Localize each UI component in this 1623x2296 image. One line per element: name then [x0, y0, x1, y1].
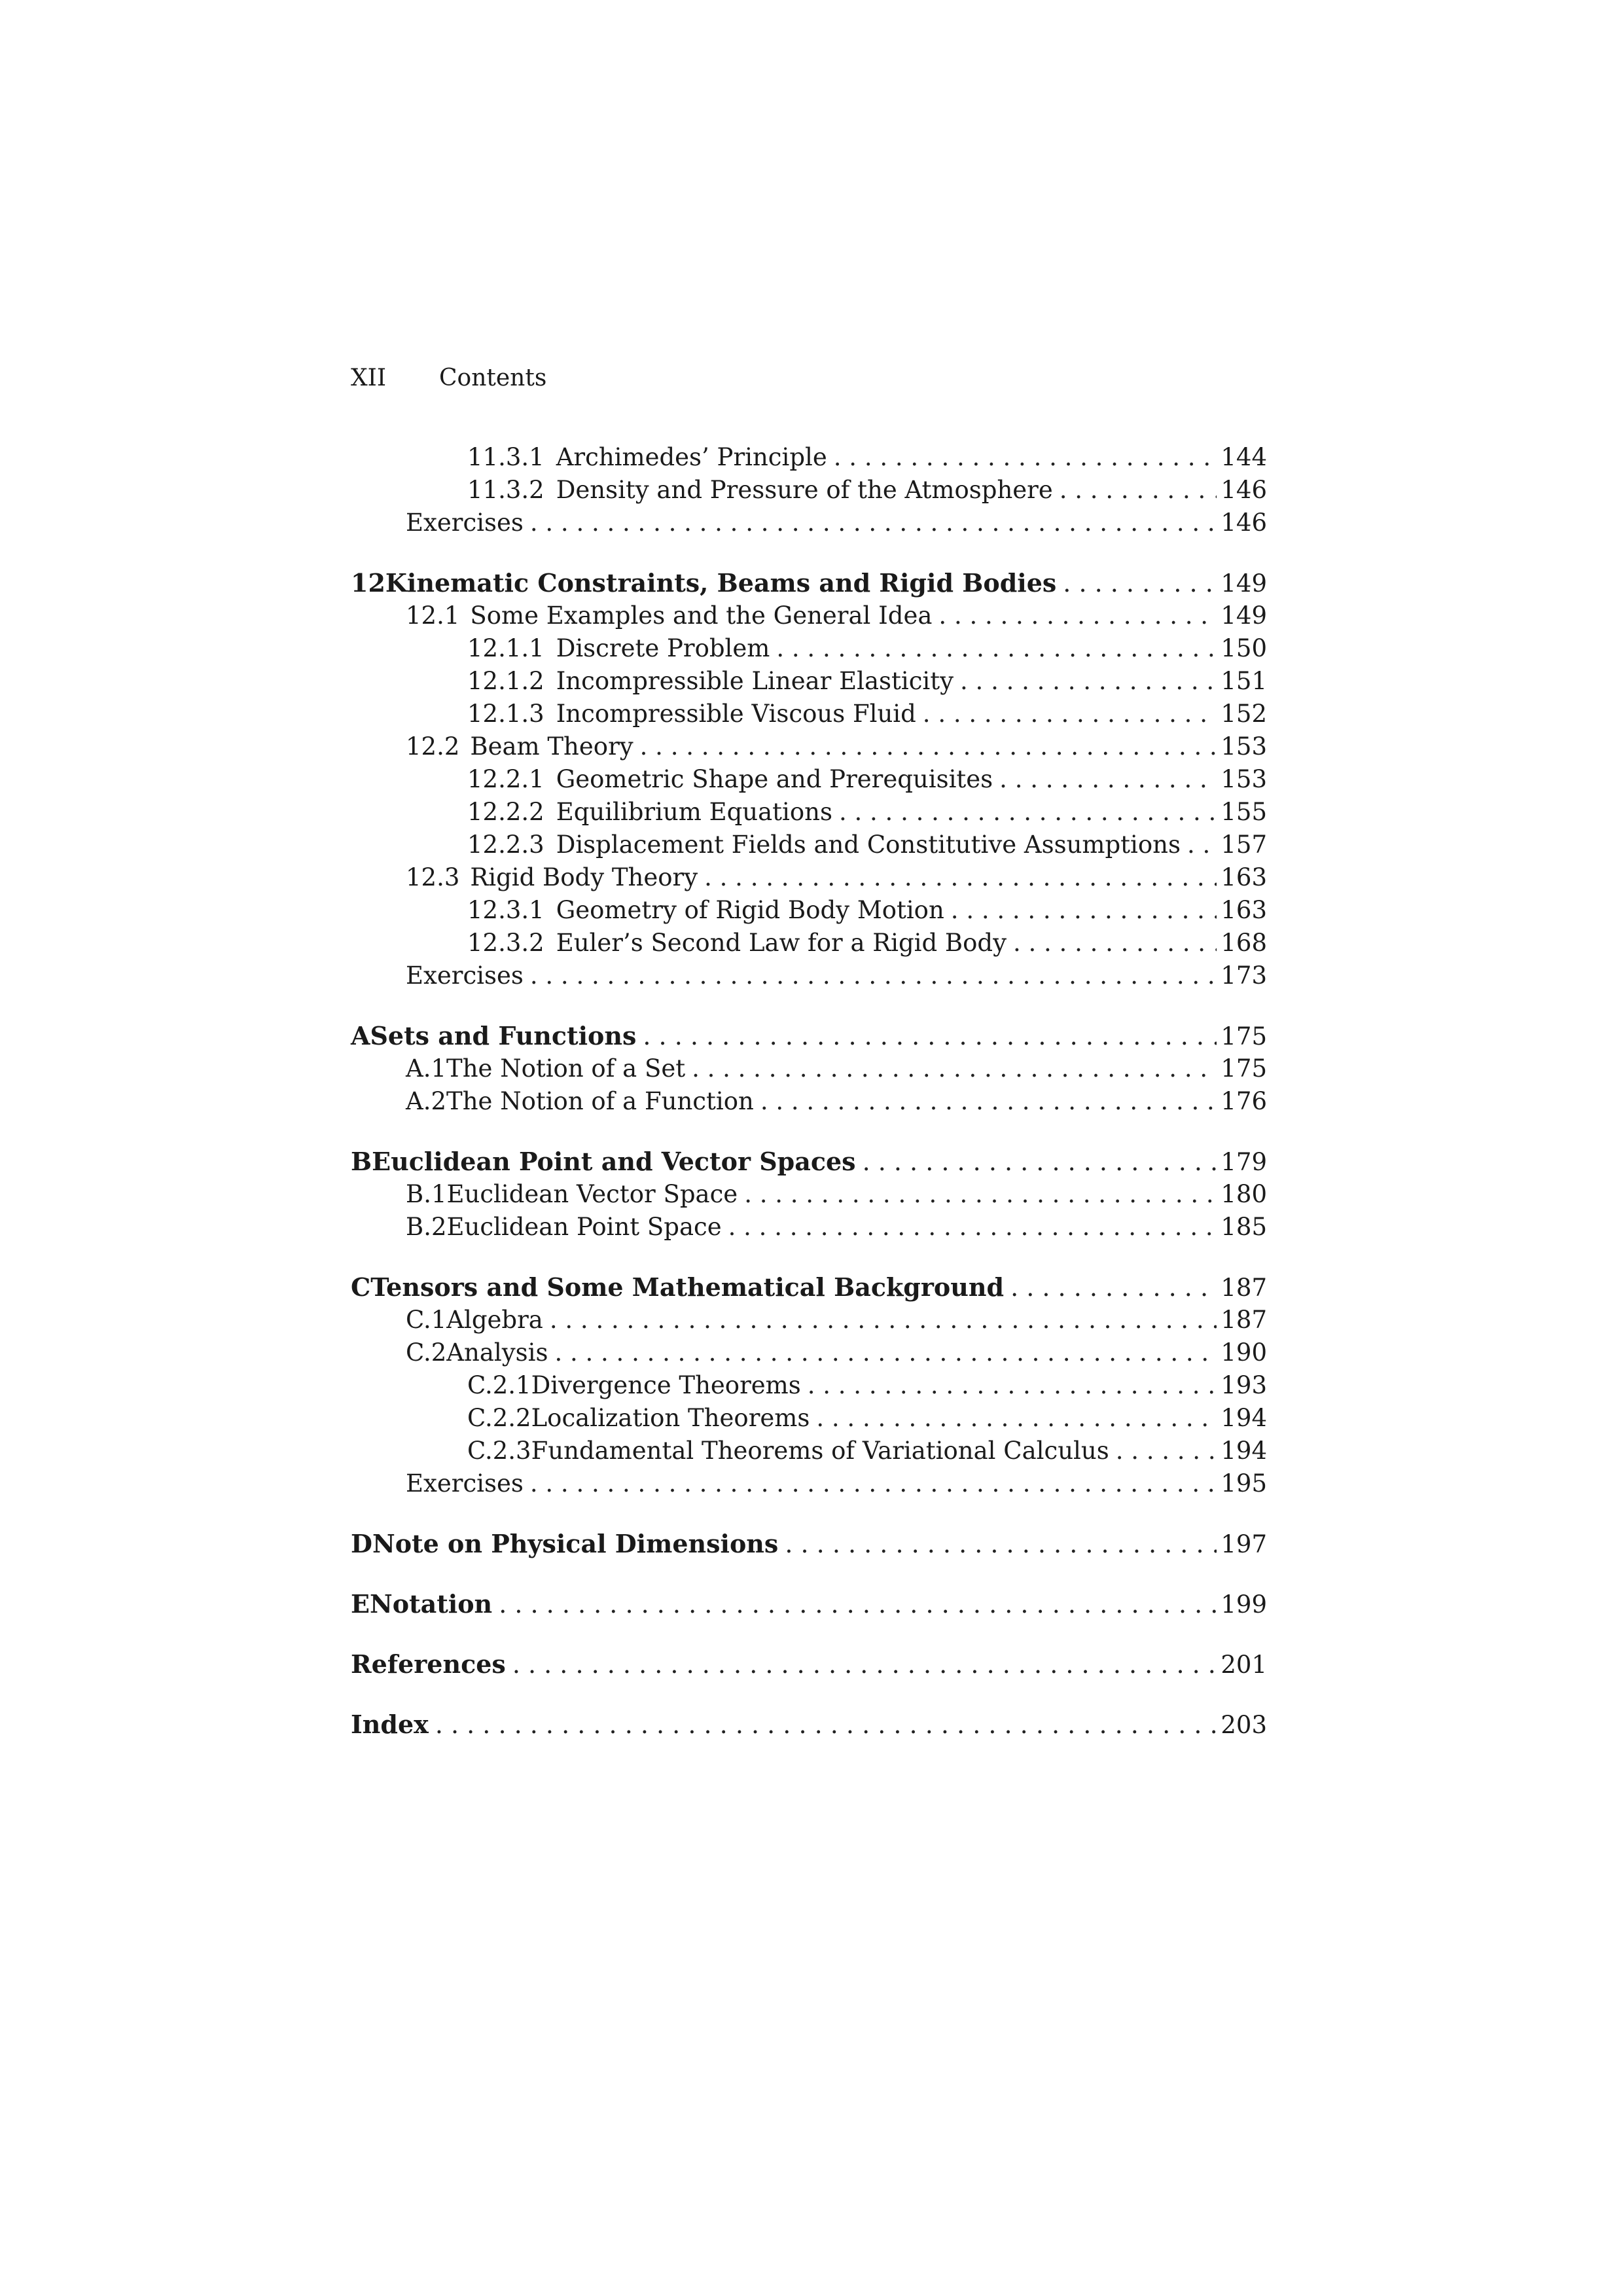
toc-entry-title: Archimedes’ Principle — [556, 443, 827, 471]
toc-entry-page-number: 199 — [1221, 1590, 1267, 1619]
toc-entry-number: 12.3.1 — [467, 896, 544, 924]
dot-leader — [960, 665, 1217, 698]
dot-leader — [640, 730, 1217, 763]
toc-entry-title: Euclidean Vector Space — [446, 1180, 738, 1208]
toc-entry-page-number: 190 — [1221, 1338, 1267, 1367]
toc-entry-title: Rigid Body Theory — [470, 863, 698, 891]
toc-entry-page-number: 185 — [1221, 1213, 1267, 1241]
toc-entry-page-number: 152 — [1221, 700, 1267, 728]
toc-entry[interactable] — [351, 632, 1267, 665]
toc-entry-title: Euler’s Second Law for a Rigid Body — [556, 929, 1007, 957]
toc-entry-title: Discrete Problem — [556, 634, 770, 662]
dot-leader — [808, 1369, 1217, 1402]
toc-entry-page-number: 176 — [1221, 1087, 1267, 1115]
dot-leader — [512, 1648, 1217, 1681]
toc-entry[interactable] — [351, 1708, 1267, 1741]
toc-entry[interactable] — [351, 1304, 1267, 1336]
toc-entry[interactable] — [351, 507, 1267, 539]
toc-entry[interactable] — [351, 567, 1267, 600]
running-head — [351, 359, 1267, 398]
dot-leader — [1010, 1271, 1217, 1304]
dot-leader — [550, 1304, 1217, 1336]
toc-entry-number: B.1 — [406, 1180, 447, 1208]
dot-leader — [1060, 474, 1217, 507]
toc-entry-title: Exercises — [406, 1469, 524, 1498]
toc-entry-title: Beam Theory — [470, 732, 633, 761]
toc-entry[interactable] — [351, 796, 1267, 829]
toc-entry-title: Geometry of Rigid Body Motion — [556, 896, 944, 924]
dot-leader — [704, 861, 1217, 894]
toc-entry-page-number: 149 — [1221, 569, 1267, 598]
dot-leader — [643, 1020, 1217, 1052]
toc-entry-title: Index — [351, 1710, 429, 1739]
toc-entry-number: C.2.2 — [467, 1404, 531, 1432]
toc-entry-title: Fundamental Theorems of Variational Calculus — [531, 1437, 1109, 1465]
toc-entry-number: 12.1.2 — [467, 667, 544, 695]
toc-entry-title: Exercises — [406, 509, 524, 537]
dot-leader — [435, 1708, 1217, 1741]
toc-entry[interactable] — [351, 698, 1267, 730]
dot-leader — [1116, 1435, 1217, 1467]
toc-entry-number: 12.3 — [406, 863, 460, 891]
toc-entry[interactable] — [351, 1648, 1267, 1681]
dot-leader — [938, 600, 1217, 632]
toc-entry-title: Tensors and Some Mathematical Background — [370, 1272, 1005, 1302]
toc-entry-page-number: 187 — [1221, 1274, 1267, 1302]
toc-entry-title: Note on Physical Dimensions — [372, 1529, 779, 1558]
toc-entry-page-number: 194 — [1221, 1404, 1267, 1432]
toc-entry-title: Algebra — [446, 1306, 543, 1334]
toc-entry[interactable] — [351, 1020, 1267, 1052]
toc-entry-title: Exercises — [406, 961, 524, 990]
page-folio: XII — [351, 365, 387, 391]
toc-entry[interactable] — [351, 1145, 1267, 1178]
toc-entry[interactable] — [351, 894, 1267, 927]
toc-entry-page-number: 179 — [1221, 1148, 1267, 1176]
toc-entry-page-number: 163 — [1221, 896, 1267, 924]
toc-entry-title: References — [351, 1649, 506, 1679]
toc-entry-number: B — [351, 1147, 372, 1176]
dot-leader — [816, 1402, 1217, 1435]
running-head-title: Contents — [439, 365, 547, 391]
toc-entry[interactable] — [351, 960, 1267, 992]
dot-leader — [530, 960, 1217, 992]
toc-entry-number: C.2 — [406, 1338, 447, 1367]
toc-entry-number: 12.3.2 — [467, 929, 544, 957]
toc-entry-number: 12.2.3 — [467, 831, 544, 859]
toc-entry[interactable] — [351, 861, 1267, 894]
toc-entry-page-number: 146 — [1221, 476, 1267, 504]
dot-leader — [999, 763, 1217, 796]
toc-entry-number: E — [351, 1589, 370, 1619]
toc-entry-page-number: 153 — [1221, 732, 1267, 761]
dot-leader — [785, 1528, 1217, 1560]
toc-entry-number: 12 — [351, 568, 385, 598]
toc-entry-number: 12.1.3 — [467, 700, 544, 728]
toc-entry[interactable] — [351, 730, 1267, 763]
toc-entry-number: 12.2.2 — [467, 798, 544, 826]
toc-entry-number: 12.1.1 — [467, 634, 544, 662]
toc-entry-title: Incompressible Viscous Fluid — [556, 700, 916, 728]
toc-entry-page-number: 151 — [1221, 667, 1267, 695]
dot-leader — [499, 1588, 1217, 1621]
toc-entry-title: The Notion of a Set — [446, 1054, 686, 1083]
toc-entry-number: 12.2 — [406, 732, 460, 761]
toc-entry[interactable] — [351, 763, 1267, 796]
dot-leader — [744, 1178, 1217, 1211]
toc-entry[interactable] — [351, 1467, 1267, 1500]
toc-entry-number: C.1 — [406, 1306, 447, 1334]
dot-leader — [863, 1145, 1217, 1178]
toc-entry-title: Euclidean Point Space — [446, 1213, 722, 1241]
toc-entry[interactable] — [351, 474, 1267, 507]
toc-entry-page-number: 203 — [1221, 1711, 1267, 1739]
toc-entry[interactable] — [351, 927, 1267, 960]
toc-entry-number: C — [351, 1272, 371, 1302]
dot-leader — [728, 1211, 1217, 1244]
toc-entry-title: Kinematic Constraints, Beams and Rigid Bodies — [385, 568, 1057, 598]
toc-entry-page-number: 173 — [1221, 961, 1267, 990]
toc-entry[interactable] — [351, 600, 1267, 632]
toc-entry-number: 12.1 — [406, 601, 460, 630]
toc-entry-number: A.1 — [406, 1054, 447, 1083]
toc-entry-number: B.2 — [406, 1213, 447, 1241]
toc-entry-title: Localization Theorems — [531, 1404, 810, 1432]
toc-entry-number: A.2 — [406, 1087, 447, 1115]
toc-entry-page-number: 155 — [1221, 798, 1267, 826]
dot-leader — [692, 1052, 1217, 1085]
toc-entry[interactable] — [351, 665, 1267, 698]
toc-entry-number: 11.3.1 — [467, 443, 544, 471]
toc-entry[interactable] — [351, 829, 1267, 861]
toc-entry-title: Sets and Functions — [370, 1021, 637, 1050]
toc-entry-page-number: 187 — [1221, 1306, 1267, 1334]
toc-entry-title: Density and Pressure of the Atmosphere — [556, 476, 1053, 504]
dot-leader — [776, 632, 1217, 665]
toc-entry-title: The Notion of a Function — [446, 1087, 754, 1115]
toc-entry[interactable] — [351, 1211, 1267, 1244]
toc-entry-page-number: 197 — [1221, 1530, 1267, 1558]
dot-leader — [760, 1085, 1217, 1118]
toc-entry-page-number: 180 — [1221, 1180, 1267, 1208]
dot-leader — [834, 441, 1217, 474]
toc-entry-title: Some Examples and the General Idea — [470, 601, 933, 630]
toc-entry-number: 12.2.1 — [467, 765, 544, 793]
toc-entry[interactable] — [351, 1588, 1267, 1621]
toc-entry-title: Displacement Fields and Constitutive Assumptions — [556, 831, 1181, 859]
toc-entry-page-number: 168 — [1221, 929, 1267, 957]
toc-entry[interactable] — [351, 1178, 1267, 1211]
toc-entry-title: Geometric Shape and Prerequisites — [556, 765, 993, 793]
toc-entry[interactable] — [351, 1435, 1267, 1467]
toc-entry-number: 11.3.2 — [467, 476, 544, 504]
toc-entry-title: Equilibrium Equations — [556, 798, 832, 826]
toc-entry[interactable] — [351, 1085, 1267, 1118]
dot-leader — [530, 1467, 1217, 1500]
toc-entry[interactable] — [351, 1402, 1267, 1435]
toc-entry-title: Euclidean Point and Vector Spaces — [372, 1147, 856, 1176]
dot-leader — [1063, 567, 1217, 600]
toc-entry[interactable] — [351, 1052, 1267, 1085]
toc-entry[interactable] — [351, 441, 1267, 474]
toc-entry[interactable] — [351, 1271, 1267, 1304]
toc-entry-page-number: 193 — [1221, 1371, 1267, 1399]
dot-leader — [951, 894, 1217, 927]
toc-entry-page-number: 175 — [1221, 1022, 1267, 1050]
toc-entry[interactable] — [351, 1528, 1267, 1560]
toc-entry-page-number: 157 — [1221, 831, 1267, 859]
toc-entry-number: D — [351, 1529, 372, 1558]
toc-entry-page-number: 194 — [1221, 1437, 1267, 1465]
toc-entry-page-number: 163 — [1221, 863, 1267, 891]
toc-entry[interactable] — [351, 1336, 1267, 1369]
toc-entry-number: C.2.1 — [467, 1371, 531, 1399]
toc-entry-title: Incompressible Linear Elasticity — [556, 667, 954, 695]
table-of-contents — [351, 441, 1267, 1741]
toc-entry[interactable] — [351, 1369, 1267, 1402]
dot-leader — [839, 796, 1217, 829]
toc-entry-title: Divergence Theorems — [531, 1371, 801, 1399]
dot-leader — [554, 1336, 1217, 1369]
toc-entry-page-number: 201 — [1221, 1651, 1267, 1679]
dot-leader — [923, 698, 1217, 730]
toc-entry-title: Analysis — [446, 1338, 548, 1367]
dot-leader — [1013, 927, 1217, 960]
toc-entry-page-number: 149 — [1221, 601, 1267, 630]
toc-entry-number: A — [351, 1021, 370, 1050]
toc-entry-title: Notation — [369, 1589, 493, 1619]
toc-entry-page-number: 146 — [1221, 509, 1267, 537]
dot-leader — [530, 507, 1217, 539]
toc-entry-page-number: 150 — [1221, 634, 1267, 662]
dot-leader — [1187, 829, 1217, 861]
toc-entry-page-number: 195 — [1221, 1469, 1267, 1498]
toc-entry-page-number: 175 — [1221, 1054, 1267, 1083]
toc-entry-page-number: 144 — [1221, 443, 1267, 471]
toc-entry-page-number: 153 — [1221, 765, 1267, 793]
toc-entry-number: C.2.3 — [467, 1437, 531, 1465]
